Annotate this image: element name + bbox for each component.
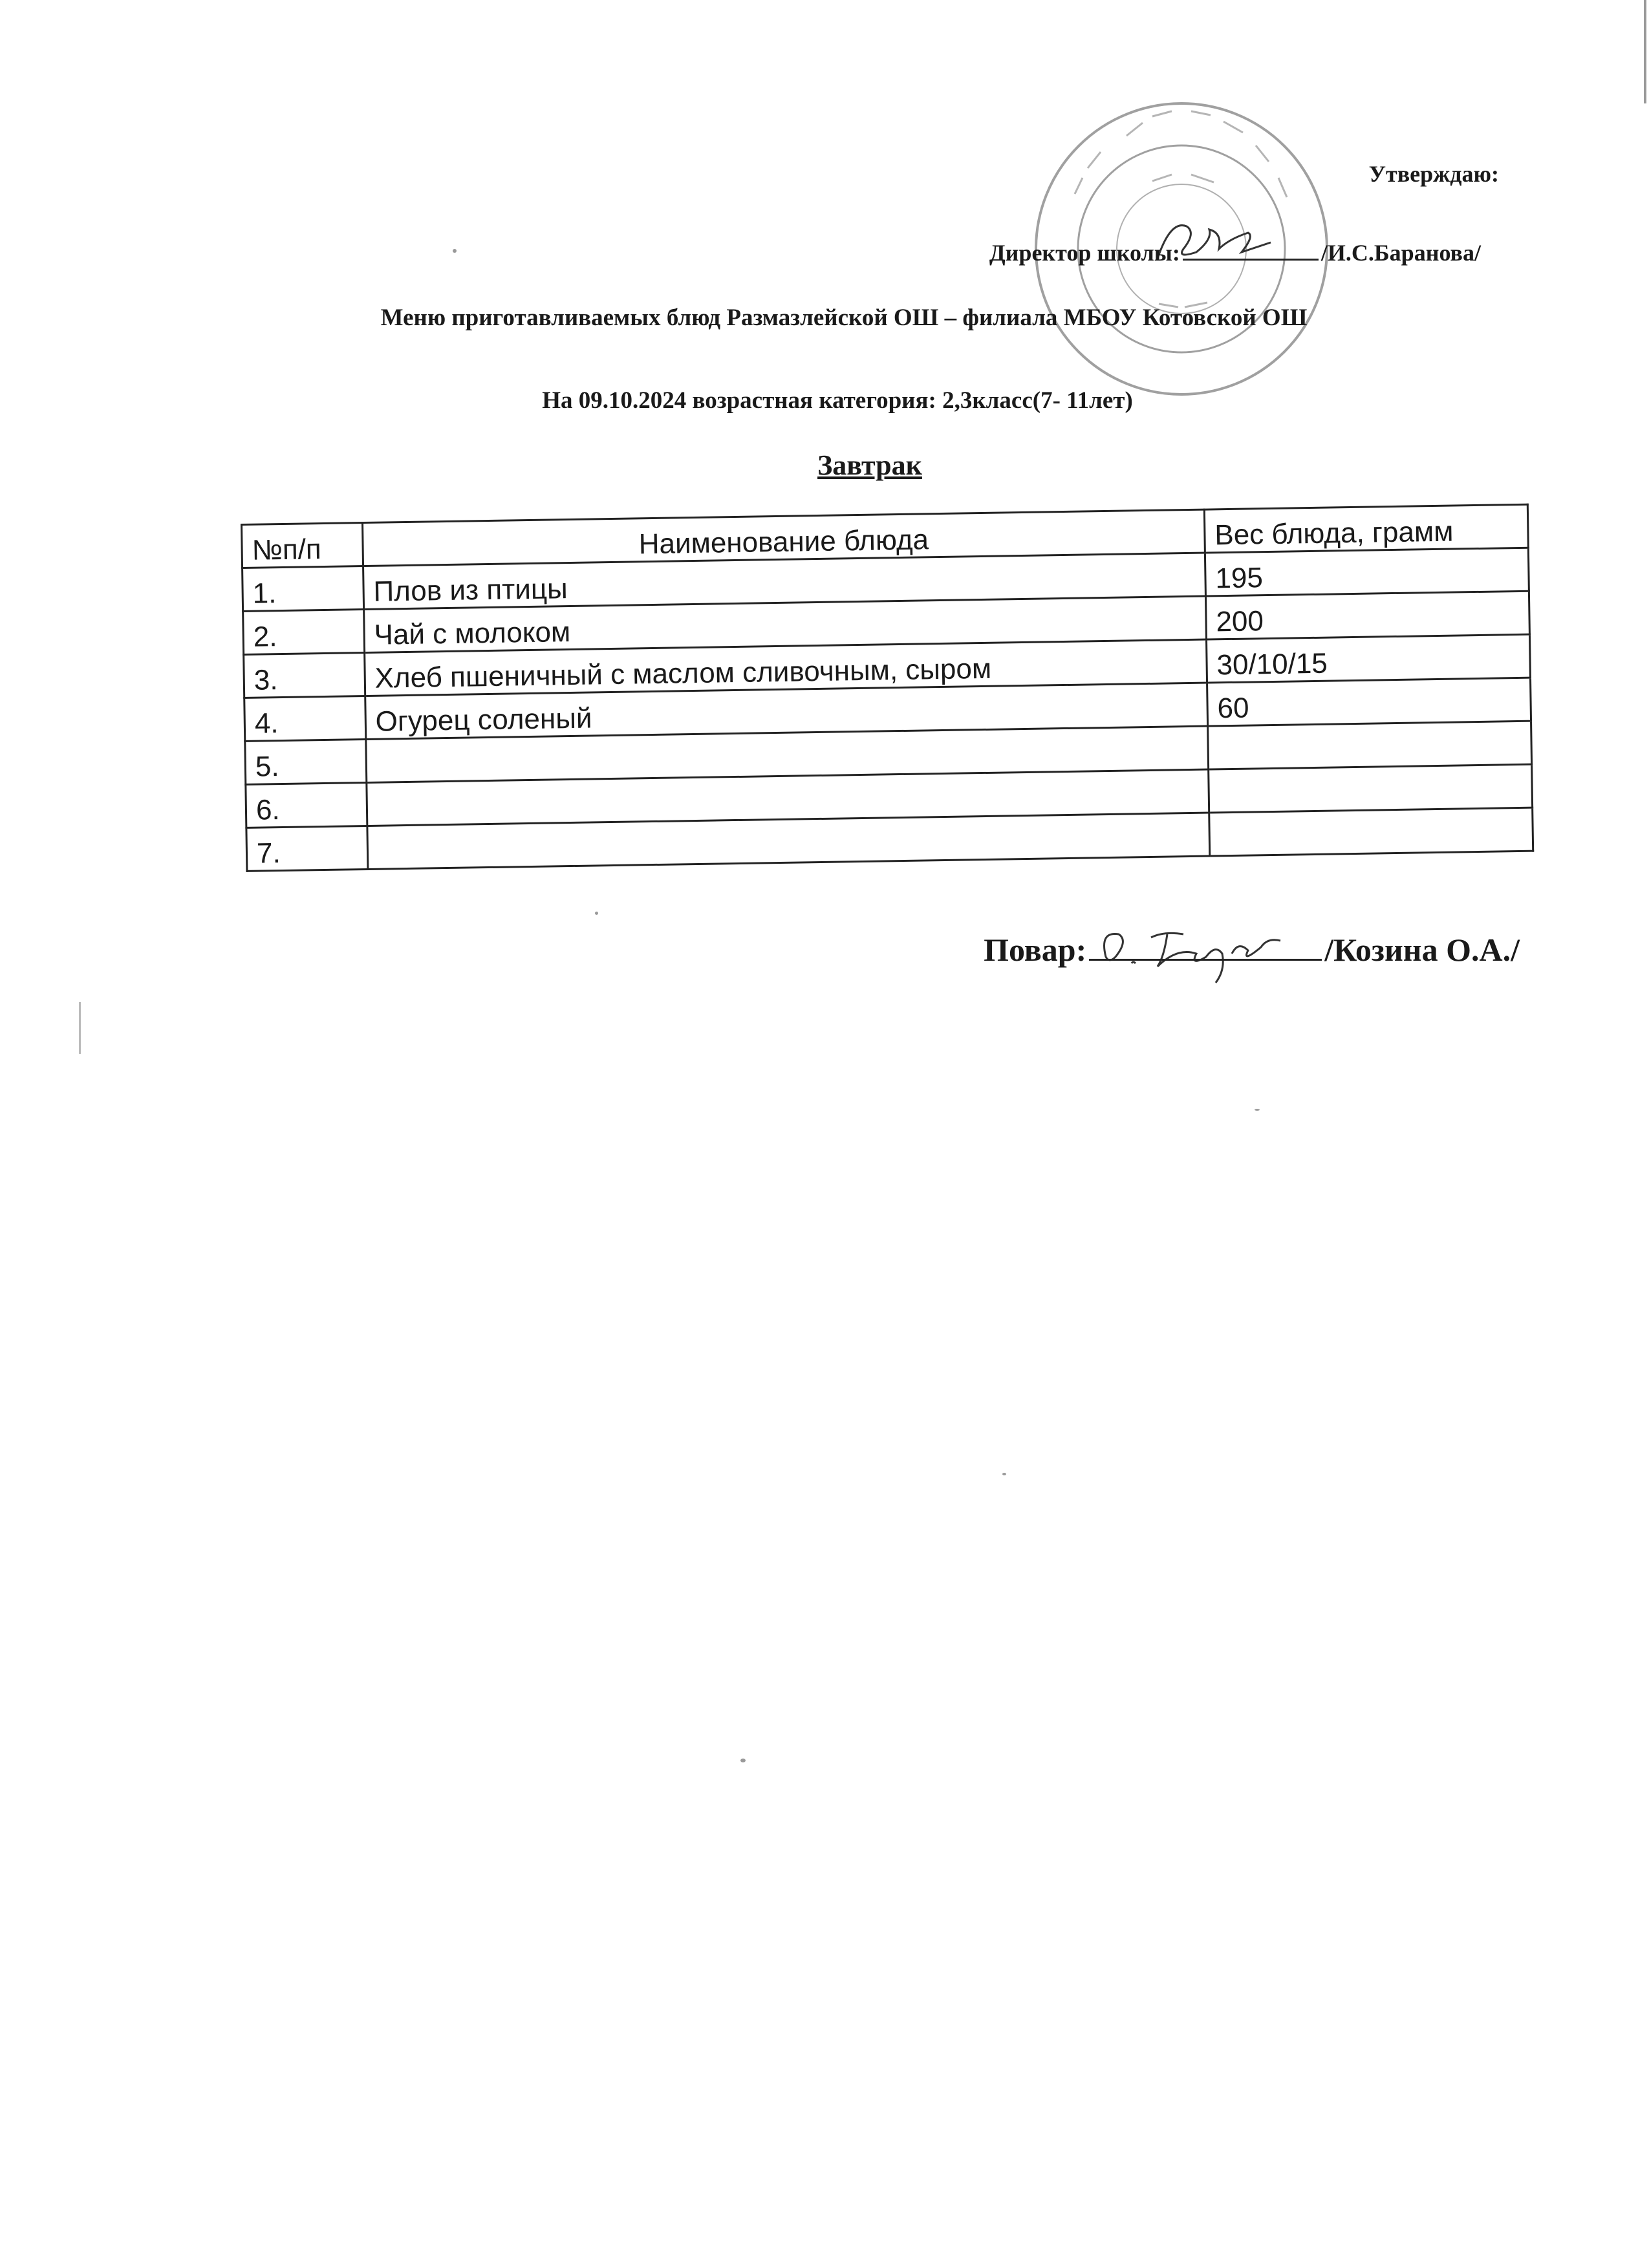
- scan-speck: [1255, 1109, 1260, 1111]
- director-label: Директор школы:: [989, 240, 1180, 266]
- row-number: 6.: [246, 782, 367, 828]
- scan-speck: [740, 1759, 746, 1762]
- dish-name: Огурец соленый: [365, 683, 1208, 739]
- cook-label: Повар:: [984, 932, 1087, 968]
- dish-weight: 60: [1207, 678, 1531, 726]
- scan-speck: [453, 249, 457, 253]
- scan-edge-mark: [1644, 0, 1646, 103]
- dish-name: Хлеб пшеничный с маслом сливочным, сыром: [364, 639, 1207, 696]
- dish-weight: [1208, 721, 1532, 769]
- dish-name: Чай с молоком: [363, 596, 1206, 652]
- scan-speck: [1002, 1473, 1006, 1475]
- menu-table: [241, 504, 1534, 872]
- director-signature-line: [1183, 239, 1319, 261]
- meal-heading: Завтрак: [817, 449, 922, 481]
- header-dish-name: Наименование блюда: [362, 509, 1205, 566]
- dish-weight: 200: [1205, 591, 1529, 639]
- dish-weight: 195: [1205, 548, 1529, 596]
- cook-signature-line: [1089, 933, 1322, 961]
- dish-weight: 30/10/15: [1206, 634, 1530, 683]
- header-weight: Вес блюда, грамм: [1204, 504, 1528, 553]
- director-line: [989, 239, 1481, 266]
- scan-speck: [595, 912, 598, 915]
- cook-name: /Козина О.А./: [1324, 932, 1520, 968]
- dish-weight: [1209, 764, 1533, 813]
- dish-name: Плов из птицы: [363, 553, 1205, 609]
- row-number: 1.: [242, 566, 364, 612]
- row-number: 2.: [243, 610, 365, 655]
- header-number: №п/п: [242, 523, 363, 568]
- row-number: 3.: [244, 653, 365, 698]
- dish-weight: [1209, 808, 1533, 856]
- date-line: На 09.10.2024 возрастная категория: 2,3класс(7- 11лет): [542, 387, 1133, 414]
- menu-title: Меню приготавливаемых блюд Размазлейской ОШ – филиала МБОУ Котовской ОШ: [380, 305, 1308, 331]
- director-name: /И.С.Баранова/: [1320, 240, 1481, 266]
- row-number: 4.: [244, 696, 366, 742]
- cook-line: [984, 931, 1520, 968]
- approve-label: Утверждаю:: [1368, 161, 1499, 187]
- row-number: 5.: [245, 740, 367, 785]
- row-number: 7.: [246, 826, 368, 871]
- scan-edge-mark: [79, 1002, 81, 1054]
